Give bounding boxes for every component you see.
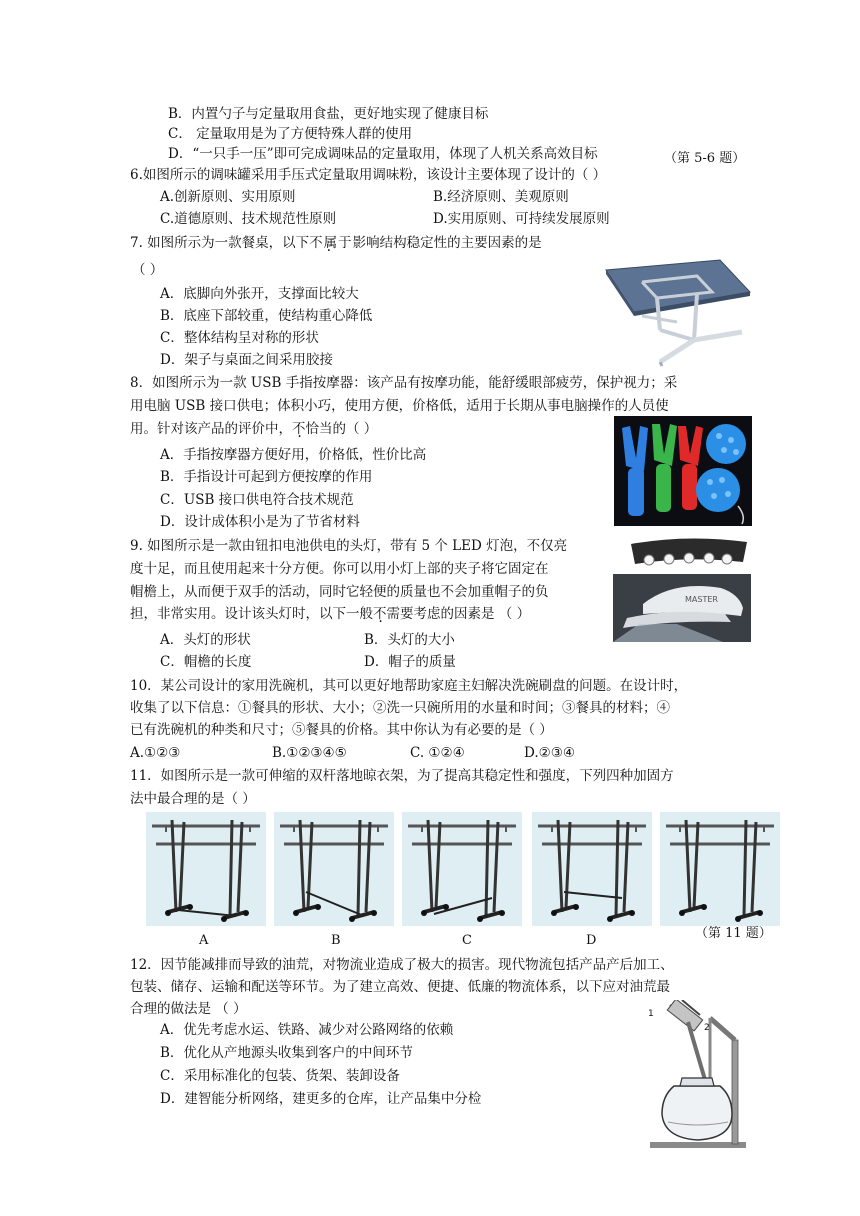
q6-stem: 6.如图所示的调味罐采用手压式定量取用调味粉，该设计主要体现了设计的（ ） [130, 167, 607, 183]
q10-option-a: A.①②③ [130, 745, 181, 761]
usb-finger-massager-image [614, 416, 752, 526]
q7-answer-paren: （ ） [132, 262, 164, 278]
q10-line-2: 收集了以下信息：①餐具的形状、大小；②洗一只碗所用的水量和时间；③餐具的材料；④ [130, 700, 670, 716]
q9-line-2: 度十足，而且使用起来十分方便。你可以用小灯上部的夹子将它固定在 [130, 561, 549, 577]
q9-emphasis: 不 [373, 606, 387, 622]
q8-emphasis: 不 [292, 421, 306, 437]
q7-option-b: B．底座下部较重，使结构重心降低 [160, 308, 373, 324]
q10-line-3: 已有洗碗机的种类和尺寸；⑤餐具的价格。其中你认为有必要的是（ ） [130, 722, 553, 738]
q7-option-c: C．整体结构呈对称的形状 [160, 330, 319, 346]
q9-option-b: B．头灯的大小 [364, 632, 455, 648]
q5-option-c: C． 定量取用是为了方便特殊人群的使用 [168, 126, 413, 142]
q12-option-a: A．优先考虑水运、铁路、减少对公路网络的依赖 [160, 1022, 454, 1038]
rack-label-d: D [586, 933, 597, 948]
q12-line-1: 12．因节能减排而导致的油荒，对物流业造成了极大的损害。现代物流包括产品产后加工、 [130, 957, 674, 973]
q8-option-c: C．USB 接口供电符合技术规范 [160, 492, 354, 508]
q9-line-3: 帽檐上，从而便于双手的活动，同时它轻便的质量也不会加重帽子的负 [130, 584, 549, 600]
rack-label-a: A [199, 933, 209, 948]
q6-option-b: B.经济原则、美观原则 [433, 189, 569, 205]
rack-label-b: B [331, 933, 341, 948]
q9-option-d: D．帽子的质量 [364, 654, 456, 670]
cap-with-headlamp-image [613, 574, 751, 642]
q10-option-c: C. ①②④ [410, 745, 465, 761]
q6-option-d: D.实用原则、可持续发展原则 [433, 211, 610, 227]
q11-line-2: 法中最合理的是（ ） [130, 791, 256, 807]
q7-stem: 7. 如图所示为一款餐桌，以下不属于影响结构稳定性的主要因素的是 [130, 235, 542, 251]
q11-figure-caption: （第 11 题） [695, 926, 772, 941]
q8-option-a: A．手指按摩器方便好用，价格低，性价比高 [160, 447, 427, 463]
q10-option-b: B.①②③④⑤ [272, 745, 347, 761]
q7-emphasis: 不属于 [309, 235, 353, 251]
q7-option-d: D．架子与桌面之间采用胶接 [160, 352, 333, 368]
clothes-rack-figure [274, 812, 394, 926]
q12-option-c: C．采用标准化的包装、货架、装卸设备 [160, 1068, 400, 1084]
q11-line-1: 11．如图所示是一款可伸缩的双杆落地晾衣架，为了提高其稳定性和强度，下列四种加固方 [130, 768, 674, 784]
q12-option-b: B．优化从产地源头收集到客户的中间环节 [160, 1045, 413, 1061]
q9-option-a: A．头灯的形状 [160, 632, 251, 648]
q9-option-c: C．帽檐的长度 [160, 654, 252, 670]
clothes-rack-figure [532, 812, 652, 926]
lamp-kettle-figure [640, 1000, 768, 1150]
q9-line-1: 9. 如图所示是一款由钮扣电池供电的头灯，带有 5 个 LED 灯泡，不仅亮 [130, 538, 568, 554]
figure-label-1: 1 [648, 1009, 654, 1019]
q5-option-b: B．内置勺子与定量取用食盐，更好地实现了健康目标 [168, 106, 489, 122]
q10-option-d: D.②③④ [524, 745, 575, 761]
q6-option-a: A.创新原则、实用原则 [160, 189, 296, 205]
q7-option-a: A．底脚向外张开，支撑面比较大 [160, 286, 359, 302]
q8-option-d: D．设计成体积小是为了节省材料 [160, 514, 360, 530]
q5-option-d: D．“一只手一压”即可完成调味品的定量取用，体现了人机关系高效目标 [168, 146, 598, 162]
figure-label-2: 2 [704, 1023, 710, 1033]
q8-line-3: 用。针对该产品的评价中，不恰当的（ ） [130, 421, 378, 437]
q10-line-1: 10．某公司设计的家用洗碗机，其可以更好地帮助家庭主妇解决洗碗刷盘的问题。在设计时， [130, 678, 688, 694]
q8-line-1: 8．如图所示为一款 USB 手指按摩器：该产品有按摩功能，能舒缓眼部疲劳，保护视力；采 [130, 375, 678, 391]
q5-6-figure-caption: （第 5-6 题） [664, 151, 746, 166]
q6-option-c: C.道德原则、技术规范性原则 [160, 211, 337, 227]
clothes-rack-figure [402, 812, 522, 926]
headlamp-image [627, 532, 751, 572]
q8-option-b: B．手指设计可起到方便按摩的作用 [160, 469, 373, 485]
q8-line-2: 用电脑 USB 接口供电；体积小巧，使用方便，价格低，适用于长期从事电脑操作的人员使 [130, 398, 669, 414]
cap-logo-text: MASTER [685, 595, 718, 604]
q9-line-4: 担，非常实用。设计该头灯时，以下一般不需要考虑的因素是 （ ） [130, 606, 531, 622]
q12-line-3: 合理的做法是 （ ） [130, 1001, 247, 1017]
dining-table-image [602, 252, 752, 367]
rack-label-c: C [462, 933, 472, 948]
q12-line-2: 包装、储存、运输和配送等环节。为了建立高效、便捷、低廉的物流体系，以下应对油荒最 [130, 979, 670, 995]
clothes-rack-figure [146, 812, 266, 926]
q12-option-d: D．建智能分析网络，建更多的仓库，让产品集中分检 [160, 1091, 482, 1107]
clothes-rack-figure [660, 812, 780, 926]
